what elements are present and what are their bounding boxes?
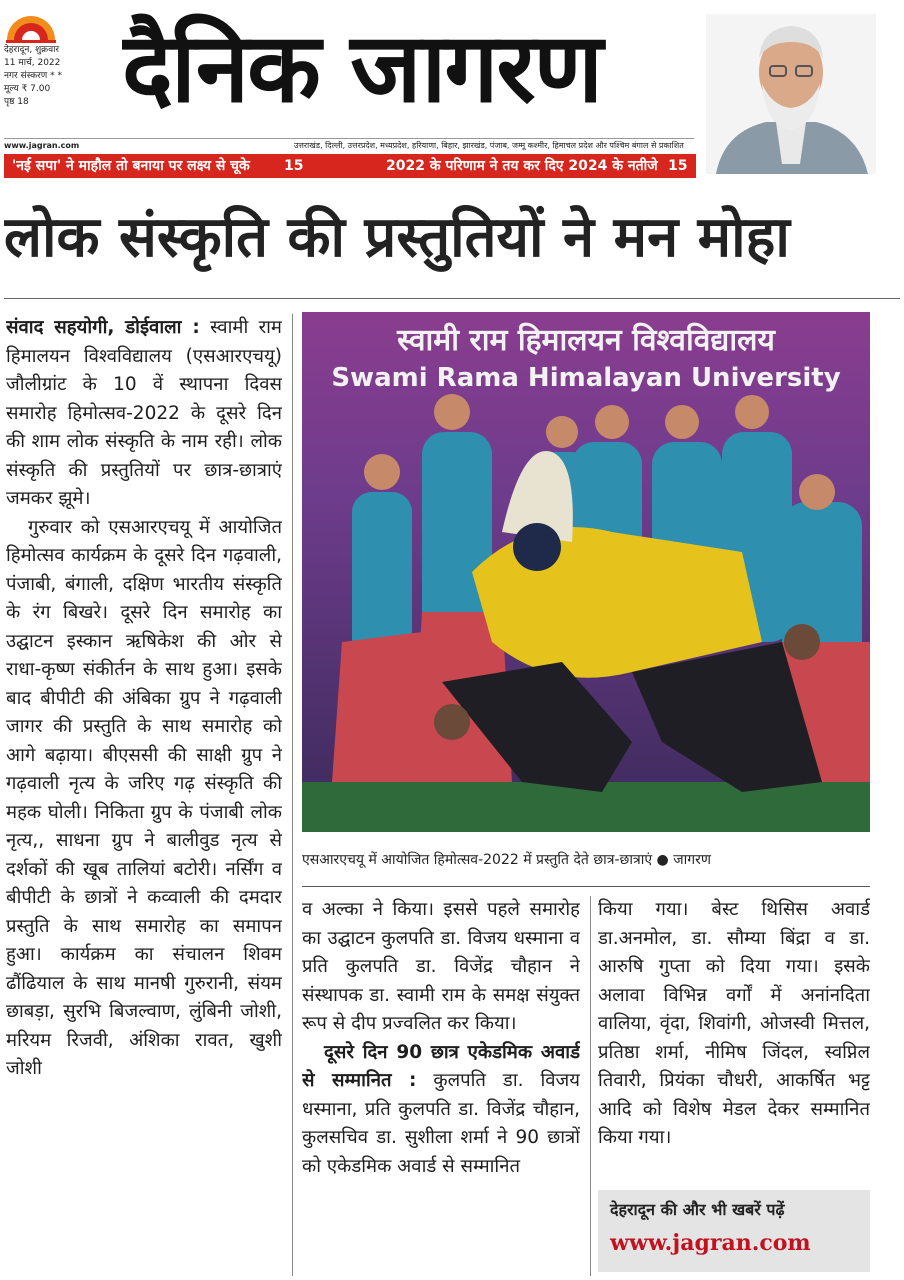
- masthead-info-strip: [4, 138, 694, 153]
- promo-text: देहरादून की और भी खबरें पढ़ें: [610, 1200, 785, 1219]
- teaser-right-page: 15: [668, 158, 688, 174]
- teaser-left-text[interactable]: 'नई सपा' ने माहौल तो बनाया पर लक्ष्य से चूके: [12, 158, 250, 174]
- headline-divider: [4, 298, 900, 299]
- dateline-pages: पृष्ठ 18: [4, 97, 29, 107]
- column-divider: [292, 314, 293, 1276]
- editions-line: उत्तराखंड, दिल्ली, उत्तरप्रदेश, मध्यप्रदेश, हरियाणा, बिहार, झारखंड, पंजाब, जम्मू कश्मीर, हिमाचल प्रदेश और पश्चिम बंगाल से प्रकाशित: [294, 141, 684, 150]
- article-paragraph-5: किया गया। बेस्ट थिसिस अवार्ड डा.अनमोल, डा. सौम्या बिंद्रा व डा. आरुषि गुप्ता को दिया गया। इसके अलावा विभिन्न वर्गों में अनांनदिता वालिया, वृंदा, शिवांगी, ओजस्वी मित्तल, प्रतिष्ठा शर्मा, नीमिष जिंदल, स्वप्निल तिवारी, प्रियंका चौधरी, आकर्षित भट्ट आदि को विशेष मेडल देकर सम्मानित किया गया।: [598, 899, 870, 1148]
- teaser-right-text[interactable]: 2022 के परिणाम ने तय कर दिए 2024 के नतीजे: [386, 158, 658, 174]
- teaser-left-page: 15: [284, 158, 304, 174]
- read-more-promo[interactable]: [598, 1190, 870, 1272]
- column-divider: [590, 896, 591, 1276]
- promo-url-link[interactable]: www.jagran.com: [610, 1230, 811, 1256]
- article-paragraph-3: व अल्का ने किया। इससे पहले समारोह का उद्घाटन कुलपति डा. विजय धस्माना व प्रति कुलपति डा. विजेंद्र चौहान ने संस्थापक डा. स्वामी राम के समक्ष संयुक्त रूप से दीप प्रज्वलित कर किया।: [302, 899, 580, 1034]
- article-byline: संवाद सहयोगी, डोईवाला :: [6, 317, 200, 338]
- caption-divider: [302, 886, 870, 887]
- jagran-sun-logo: [4, 4, 58, 44]
- portrait-photo: [706, 14, 876, 174]
- article-paragraph-4: कुलपति डा. विजय धस्माना, प्रति कुलपति डा. विजेंद्र चौहान, कुलसचिव डा. सुशीला शर्मा ने 90 छात्रों को एकेडमिक अवार्ड से सम्मानित: [302, 1070, 580, 1177]
- article-paragraph-2: गुरुवार को एसआरएचयू में आयोजित हिमोत्सव कार्यक्रम के दूसरे दिन गढ़वाली, पंजाबी, बंगाली, दक्षिण भारतीय संस्कृति के रंग बिखरे। दूसरे दिन समारोह का उद्घाटन इस्कान ऋषिकेश की ओर से राधा-कृष्ण संकीर्तन के साथ हुआ। इसके बाद बीपीटी की अंबिका ग्रुप ने गढ़वाली जागर की प्रस्तुति के साथ समारोह को आगे बढ़ाया। बीएससी की साक्षी ग्रुप ने गढ़वाली नृत्य के जरिए गढ़ संस्कृति की महक घोली। निकिता ग्रुप के पंजाबी लोक नृत्य,, साधना ग्रुप ने बालीवुड नृत्य से दर्शकों की खूब तालियां बटोरी। नर्सिंग व बीपीटी के छात्रों ने कव्वाली की दमदार प्रस्तुति के साथ समारोह का समापन हुआ। कार्यक्रम का संचालन शिवम ढौंढियाल के साथ मानषी गुरुरानी, संयम छाबड़ा, सुरभि बिजल्वाण, लुंबिनी जोशी, मरियम रिजवी, अंशिका रावत, खुशी जोशी: [6, 516, 282, 1079]
- article-subhead: दूसरे दिन 90 छात्र एकेडमिक अवार्ड से सम्मानित :: [302, 1041, 580, 1091]
- photo-banner-hindi: स्वामी राम हिमालयन विश्वविद्यालय: [397, 323, 775, 358]
- teaser-bar: [4, 154, 696, 178]
- dateline-city-day: देहरादून, शुक्रवार: [4, 45, 60, 55]
- article-column-2: [302, 896, 580, 1276]
- article-paragraph-1: स्वामी राम हिमालयन विश्वविद्यालय (एसआरएचयू) जौलीग्रांट के 10 वें स्थापना दिवस समारोह हिमोत्सव-2022 के दूसरे दिन की शाम लोक संस्कृति के नाम रही। लोक संस्कृति की प्रस्तुतियों पर छात्र-छात्राएं जमकर झूमे।: [6, 317, 282, 509]
- photo-caption: एसआरएचयू में आयोजित हिमोत्सव-2022 में प्रस्तुति देते छात्र-छात्राएं ● जागरण: [302, 852, 711, 868]
- website-link[interactable]: www.jagran.com: [4, 141, 80, 150]
- article-headline: लोक संस्कृति की प्रस्तुतियों ने मन मोहा: [4, 205, 790, 270]
- dateline: [4, 44, 104, 109]
- newspaper-masthead: दैनिक जागरण: [122, 12, 602, 124]
- article-column-3: [598, 896, 870, 1196]
- dateline-date: 11 मार्च, 2022: [4, 58, 61, 68]
- photo-banner-english: Swami Rama Himalayan University: [331, 363, 841, 393]
- dateline-price: मूल्य ₹ 7.00: [4, 84, 51, 94]
- article-column-1: [6, 314, 282, 1276]
- dateline-edition: नगर संस्करण * *: [4, 71, 63, 81]
- dance-performance-photo: [302, 312, 870, 832]
